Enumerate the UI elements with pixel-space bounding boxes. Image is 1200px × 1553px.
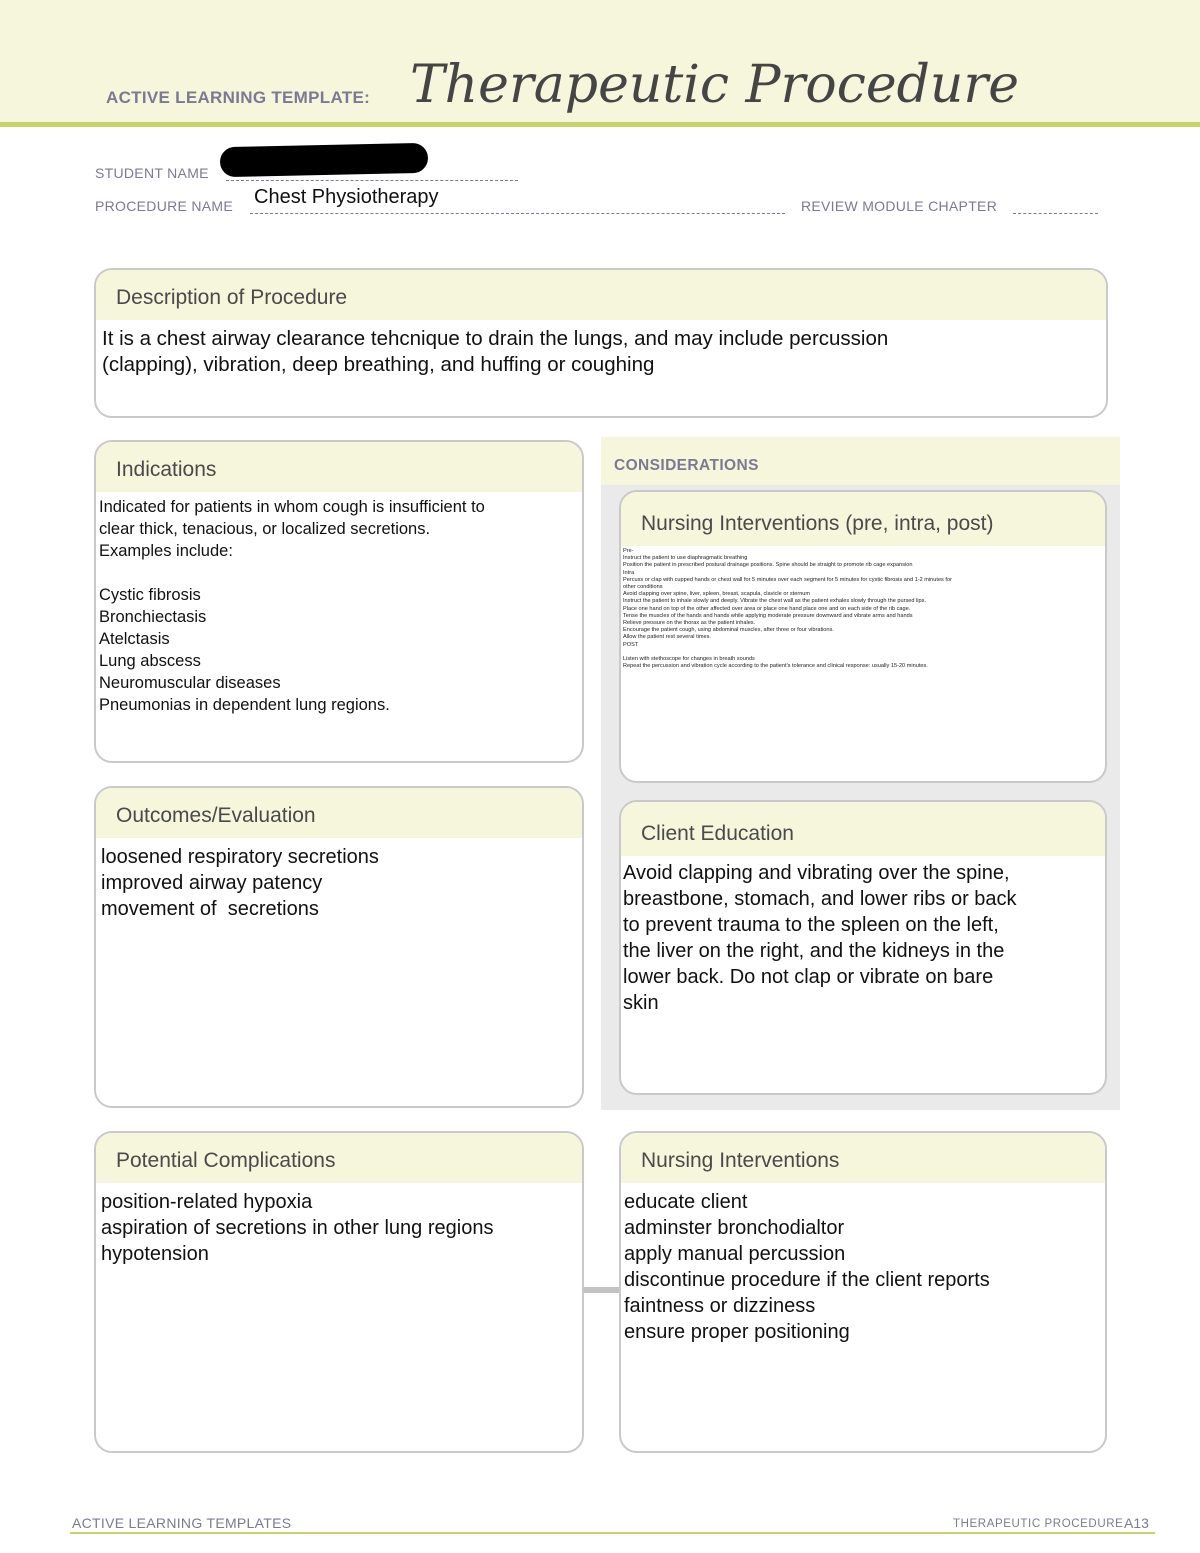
- footer-left-label: ACTIVE LEARNING TEMPLATES: [72, 1515, 292, 1531]
- nursing-interventions-line: faintness or dizziness: [624, 1295, 816, 1317]
- nursing-step: Instruct the patient to inhale slowly and deeply. Vibrate the chest wall as the patient exhales slowly through the pursed lips.: [623, 598, 926, 605]
- nursing-interventions-body[interactable]: [621, 1183, 1105, 1345]
- indications-line: Pneumonias in dependent lung regions.: [99, 696, 390, 714]
- nursing-step: Relieve pressure on the thorax as the patient inhales.: [623, 620, 756, 627]
- connector-bar: [583, 1287, 619, 1293]
- nursing-step: Intra: [623, 569, 635, 576]
- student-name-label: STUDENT NAME: [95, 165, 209, 181]
- nursing-interventions-line: educate client: [624, 1191, 748, 1213]
- outcomes-line: movement of secretions: [101, 898, 319, 920]
- indications-heading: Indications: [96, 442, 582, 492]
- indications-line: clear thick, tenacious, or localized secretions.: [99, 520, 431, 538]
- nursing-interventions-line: adminster bronchodialtor: [624, 1217, 845, 1239]
- nursing-step: Position the patient in prescribed postural drainage positions. Spine should be straight to promote rib cage expansion: [623, 562, 913, 569]
- nursing-interventions-line: apply manual percussion: [624, 1243, 846, 1265]
- indications-line: Neuromuscular diseases: [99, 674, 281, 692]
- description-card: [94, 268, 1108, 418]
- review-module-label: REVIEW MODULE CHAPTER: [801, 198, 998, 214]
- student-name-field[interactable]: [226, 180, 518, 181]
- client-education-line: breastbone, stomach, and lower ribs or back: [623, 888, 1017, 910]
- nursing-step: POST: [623, 641, 639, 648]
- nursing-step: Tense the muscles of the hands and hands while applying moderate pressure downward and vibrate arms and hands: [623, 612, 913, 619]
- nursing-step: Instruct the patient to use diaphragmatic breathing: [623, 555, 748, 562]
- description-line: (clapping), vibration, deep breathing, and huffing or coughing: [102, 353, 655, 376]
- description-body[interactable]: [96, 320, 1106, 378]
- complications-heading: Potential Complications: [96, 1133, 582, 1183]
- indications-line: Examples include:: [99, 542, 233, 560]
- procedure-name-field[interactable]: [250, 213, 785, 214]
- client-education-body[interactable]: [621, 856, 1105, 1016]
- client-education-line: skin: [623, 992, 659, 1014]
- indications-line: Bronchiectasis: [99, 608, 207, 626]
- indications-body[interactable]: [96, 492, 582, 716]
- nursing-step-spacer: [623, 649, 1099, 656]
- nursing-step: Avoid clapping over spine, liver, spleen, breast, scapula, clavicle or sternum: [623, 591, 811, 598]
- nursing-pre-intra-post-card: [619, 490, 1107, 783]
- nursing-interventions-heading: Nursing Interventions: [621, 1133, 1105, 1183]
- nursing-interventions-card: [619, 1131, 1107, 1453]
- nursing-step: other conditions: [623, 584, 663, 591]
- complications-line: hypotension: [101, 1243, 209, 1265]
- nursing-step: Pre-: [623, 548, 634, 554]
- page-number: A13: [1124, 1515, 1149, 1531]
- indications-line: Lung abscess: [99, 652, 201, 670]
- outcomes-line: loosened respiratory secretions: [101, 846, 379, 868]
- client-education-card: [619, 800, 1107, 1095]
- nursing-step: Place one hand on top of the other affected over area or place one hand place one and on each side of the rib cage.: [623, 605, 911, 612]
- nursing-interventions-line: ensure proper positioning: [624, 1321, 850, 1343]
- redaction-mark: [220, 143, 429, 177]
- client-education-line: lower back. Do not clap or vibrate on bare: [623, 966, 994, 988]
- complications-body[interactable]: [96, 1183, 582, 1267]
- client-education-line: Avoid clapping and vibrating over the spine,: [623, 862, 1010, 884]
- outcomes-body[interactable]: [96, 838, 582, 922]
- footer-rule: [70, 1532, 1155, 1534]
- client-education-heading: Client Education: [621, 802, 1105, 856]
- nursing-interventions-line: discontinue procedure if the client reports: [624, 1269, 990, 1291]
- nursing-pre-intra-post-body[interactable]: [621, 546, 1105, 670]
- page-title: Therapeutic Procedure: [410, 55, 1019, 115]
- description-heading: Description of Procedure: [96, 270, 1106, 320]
- client-education-line: to prevent trauma to the spleen on the left,: [623, 914, 999, 936]
- header-rule: [0, 122, 1200, 127]
- complications-card: [94, 1131, 584, 1453]
- description-line: It is a chest airway clearance tehcnique to drain the lungs, and may include percussion: [102, 327, 889, 350]
- client-education-line: the liver on the right, and the kidneys in the: [623, 940, 1005, 962]
- procedure-name-value: Chest Physiotherapy: [254, 186, 439, 208]
- nursing-pre-intra-post-heading: Nursing Interventions (pre, intra, post): [621, 492, 1105, 546]
- outcomes-line: improved airway patency: [101, 872, 323, 894]
- nursing-step: Repeat the percussion and vibration cycle according to the patient's tolerance and clinical response: usually 15-20 minutes.: [623, 663, 928, 670]
- nursing-step: Listen with stethoscope for changes in breath sounds: [623, 655, 755, 662]
- indications-spacer: [99, 562, 574, 584]
- indications-line: Indicated for patients in whom cough is insufficient to: [99, 498, 485, 516]
- nursing-step: Allow the patient rest several times.: [623, 634, 711, 641]
- review-module-field[interactable]: [1013, 213, 1098, 214]
- complications-line: aspiration of secretions in other lung regions: [101, 1217, 494, 1239]
- indications-line: Atelctasis: [99, 630, 170, 648]
- nursing-step: Percuss or clap with cupped hands or chest wall for 5 minutes over each segment for 5 minutes for cystic fibrosis and 1-2 minutes for: [623, 576, 952, 583]
- procedure-name-label: PROCEDURE NAME: [95, 198, 233, 214]
- outcomes-card: [94, 786, 584, 1108]
- indications-line: Cystic fibrosis: [99, 586, 201, 604]
- outcomes-heading: Outcomes/Evaluation: [96, 788, 582, 838]
- considerations-label: CONSIDERATIONS: [614, 457, 759, 474]
- footer-right-label: THERAPEUTIC PROCEDURE: [953, 1518, 1124, 1530]
- indications-card: [94, 440, 584, 763]
- complications-line: position-related hypoxia: [101, 1191, 313, 1213]
- nursing-step: Encourage the patient cough, using abdominal muscles, after three or four vibrations.: [623, 627, 834, 634]
- template-label: ACTIVE LEARNING TEMPLATE:: [106, 88, 371, 107]
